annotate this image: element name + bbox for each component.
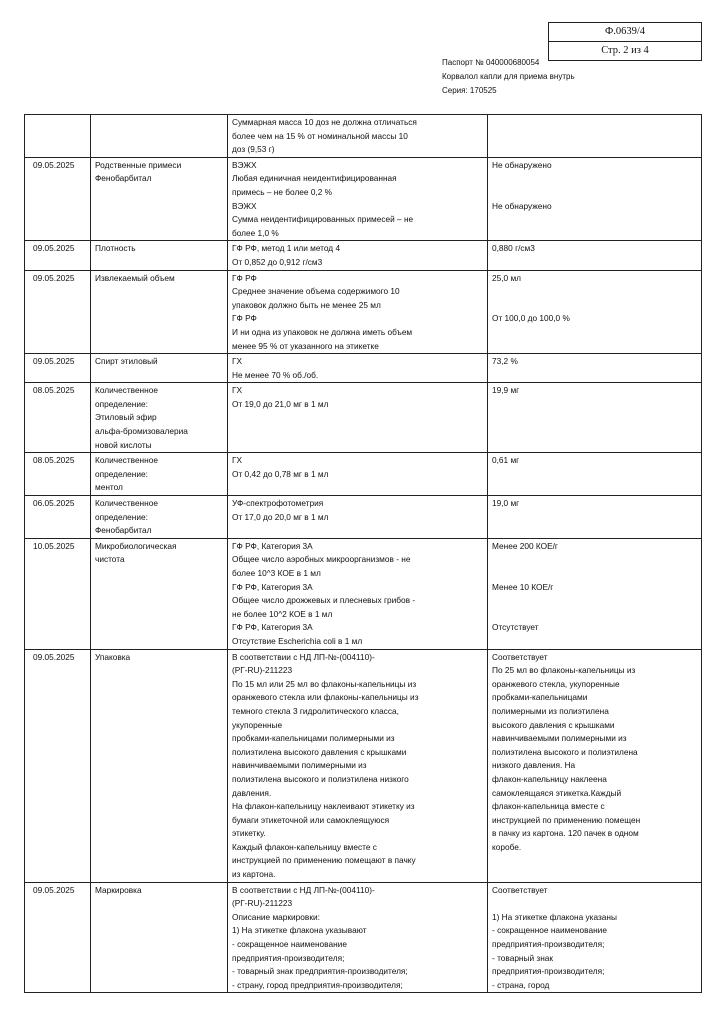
cell-date xyxy=(25,496,91,539)
passport-header xyxy=(442,56,575,98)
test-name-line: Этиловый эфир xyxy=(95,412,157,423)
result-line: флакон-капельница вместе с xyxy=(492,801,605,812)
method-line: В соответствии с НД ЛП-№-(004110)- xyxy=(232,651,375,662)
table-row xyxy=(25,270,702,354)
method-line: Суммарная масса 10 доз не должна отличаться xyxy=(232,117,417,127)
method-line: более чем на 15 % от номинальной массы 10 xyxy=(232,130,408,141)
cell-result xyxy=(488,157,702,241)
cell-test-name xyxy=(91,157,228,241)
result-line xyxy=(492,186,698,200)
method-line: От 19,0 до 21,0 мг в 1 мл xyxy=(232,398,329,409)
result-line: От 100,0 до 100,0 % xyxy=(492,313,570,324)
cell-method xyxy=(228,649,488,882)
series-number: Серия: 170525 xyxy=(442,86,497,95)
method-line: бумаги этикеточной или самоклеящуюся xyxy=(232,814,390,825)
cell-test-name xyxy=(91,241,228,270)
passport-number: Паспорт № 040000680054 xyxy=(442,58,540,67)
method-line: Отсутствие Escherichia coli в 1 мл xyxy=(232,635,363,646)
result-line: Соответствует xyxy=(492,651,548,662)
method-line: Каждый флакон-капельницу вместе с xyxy=(232,841,377,852)
cell-date xyxy=(25,383,91,453)
date-text: 08.05.2025 xyxy=(33,385,75,396)
test-name-line: определение: xyxy=(95,398,148,409)
cell-date xyxy=(25,270,91,354)
method-line: не более 10^2 КОЕ в 1 мл xyxy=(232,608,333,619)
cell-method xyxy=(228,157,488,241)
result-line xyxy=(492,594,698,608)
method-line: доз (9,53 г) xyxy=(232,144,275,155)
method-line: От 0,852 до 0,912 г/см3 xyxy=(232,256,323,267)
cell-method xyxy=(228,115,488,158)
method-line: Не менее 70 % об./об. xyxy=(232,369,319,380)
form-code: Ф.0639/4 xyxy=(604,26,646,37)
result-line: Не обнаружено xyxy=(492,200,552,211)
table-row xyxy=(25,157,702,241)
method-line: укупоренные xyxy=(232,719,283,730)
result-line: 25,0 мл xyxy=(492,272,521,283)
method-line: И ни одна из упаковок не должна иметь объем xyxy=(232,326,413,337)
method-line: ГХ xyxy=(232,356,243,367)
result-line: - страна, город xyxy=(492,979,550,990)
date-text: 10.05.2025 xyxy=(33,540,75,551)
table-row xyxy=(25,354,702,383)
cell-date xyxy=(25,453,91,496)
test-name-line: Родственные примеси xyxy=(95,159,182,170)
result-line: Менее 10 КОЕ/г xyxy=(492,581,554,592)
method-line: От 17,0 до 20,0 мг в 1 мл xyxy=(232,511,329,522)
page-counter: Стр. 2 из 4 xyxy=(549,41,701,60)
cell-method xyxy=(228,241,488,270)
test-name-line: Количественное xyxy=(95,498,158,509)
product-name: Корвалол капли для приема внутрь xyxy=(442,72,575,81)
test-results-table xyxy=(24,114,702,993)
result-line: оранжевого стекла, укупоренные xyxy=(492,678,620,689)
test-name-line: Маркировка xyxy=(95,884,142,895)
cell-result xyxy=(488,354,702,383)
method-line: предприятия-производителя; xyxy=(232,952,345,963)
method-line: навинчиваемыми полимерными из xyxy=(232,760,367,771)
test-name-line: Микробиологическая xyxy=(95,540,177,551)
method-line: (РГ-RU)-211223 xyxy=(232,665,293,676)
result-line: 73,2 % xyxy=(492,356,518,367)
method-line: По 15 мл или 25 мл во флаконы-капельницы из xyxy=(232,678,417,689)
result-line: высокого давления с крышками xyxy=(492,719,615,730)
date-text: 09.05.2025 xyxy=(33,884,75,895)
date-text: 06.05.2025 xyxy=(33,498,75,509)
method-line: давления. xyxy=(232,787,272,798)
method-line: Общее число аэробных микроорганизмов - не xyxy=(232,554,411,565)
cell-date xyxy=(25,157,91,241)
method-line: менее 95 % от указанного на этикетке xyxy=(232,340,379,351)
method-line: ГФ РФ, Категория 3А xyxy=(232,581,313,592)
table-body xyxy=(25,115,702,993)
method-line: ВЭЖХ xyxy=(232,200,257,211)
method-line: ГХ xyxy=(232,385,243,396)
method-line: ВЭЖХ xyxy=(232,159,257,170)
cell-test-name xyxy=(91,496,228,539)
method-line: пробками-капельницами полимерными из xyxy=(232,733,395,744)
method-line: (РГ-RU)-211223 xyxy=(232,898,293,909)
method-line: УФ-спектрофотометрия xyxy=(232,498,324,509)
method-line: оранжевого стекла или флаконы-капельницы из xyxy=(232,692,419,703)
result-line: Соответствует xyxy=(492,884,548,895)
result-line: 19,0 мг xyxy=(492,498,520,509)
table-row xyxy=(25,496,702,539)
cell-result xyxy=(488,649,702,882)
cell-date xyxy=(25,649,91,882)
cell-method xyxy=(228,538,488,649)
method-line: Сумма неидентифицированных примесей – не xyxy=(232,214,414,225)
test-name-line: Фенобарбитал xyxy=(95,173,152,184)
cell-method xyxy=(228,383,488,453)
table-row xyxy=(25,115,702,158)
method-line: упаковок должно быть не менее 25 мл xyxy=(232,299,381,310)
cell-result xyxy=(488,882,702,993)
cell-result xyxy=(488,496,702,539)
test-name-line: Извлекаемый объем xyxy=(95,272,175,283)
test-name-line: Спирт этиловый xyxy=(95,356,158,367)
cell-date xyxy=(25,115,91,158)
test-name-line: Количественное xyxy=(95,385,158,396)
method-line: более 10^3 КОЕ в 1 мл xyxy=(232,568,321,578)
cell-date xyxy=(25,538,91,649)
result-line: По 25 мл во флаконы-капельницы из xyxy=(492,665,636,676)
result-line: Отсутствует xyxy=(492,622,539,633)
result-line: - товарный знак xyxy=(492,952,554,963)
test-name-line: Количественное xyxy=(95,455,158,466)
test-name-line: Упаковка xyxy=(95,651,131,662)
test-name-line: альфа-бромизовалериа xyxy=(95,426,188,437)
result-line: Менее 200 КОЕ/г xyxy=(492,540,558,551)
result-line: 0,61 мг xyxy=(492,455,520,466)
method-line: Общее число дрожжевых и плесневых грибов - xyxy=(232,595,416,606)
table-row xyxy=(25,383,702,453)
cell-date xyxy=(25,354,91,383)
method-line: инструкцией по применению помещают в пачку xyxy=(232,855,416,866)
cell-method xyxy=(228,496,488,539)
result-line: в пачку из картона. 120 пачек в одном xyxy=(492,828,639,839)
cell-result xyxy=(488,453,702,496)
method-line: - сокращенное наименование xyxy=(232,939,347,950)
method-line: - товарный знак предприятия-производителя; xyxy=(232,966,408,977)
cell-result xyxy=(488,270,702,354)
table-row xyxy=(25,538,702,649)
cell-test-name xyxy=(91,383,228,453)
table-row xyxy=(25,453,702,496)
result-line: самоклеящаяся этикетка.Каждый xyxy=(492,787,622,798)
date-text: 09.05.2025 xyxy=(33,243,75,254)
cell-test-name xyxy=(91,649,228,882)
method-line: Среднее значение объема содержимого 10 xyxy=(232,286,400,297)
test-name-line: новой кислоты xyxy=(95,439,152,450)
result-line: полиэтилена высокого и полиэтилена xyxy=(492,746,638,757)
method-line: более 1,0 % xyxy=(232,227,279,238)
result-line: - сокращенное наименование xyxy=(492,925,607,936)
result-line: предприятия-производителя; xyxy=(492,966,605,977)
method-line: примесь – не более 0,2 % xyxy=(232,186,333,197)
result-line: полимерными из полиэтилена xyxy=(492,705,609,716)
test-name-line: ментол xyxy=(95,482,123,493)
cell-result xyxy=(488,115,702,158)
method-line: - страну, город предприятия-производителя; xyxy=(232,979,403,990)
method-line: ГФ РФ, Категория 3А xyxy=(232,540,313,551)
result-line xyxy=(492,172,698,186)
result-line: 1) На этикетке флакона указаны xyxy=(492,911,617,922)
method-line: Любая единичная неидентифицированная xyxy=(232,173,397,184)
cell-test-name xyxy=(91,538,228,649)
method-line: ГФ РФ, метод 1 или метод 4 xyxy=(232,243,341,254)
cell-test-name xyxy=(91,115,228,158)
result-line xyxy=(492,553,698,567)
result-line xyxy=(492,299,698,313)
date-text: 09.05.2025 xyxy=(33,272,75,283)
cell-result xyxy=(488,383,702,453)
method-line: От 0,42 до 0,78 мг в 1 мл xyxy=(232,468,329,479)
result-line: инструкцией по применению помещен xyxy=(492,814,641,825)
cell-test-name xyxy=(91,453,228,496)
cell-date xyxy=(25,882,91,993)
method-line: В соответствии с НД ЛП-№-(004110)- xyxy=(232,884,375,895)
method-line: 1) На этикетке флакона указывают xyxy=(232,925,367,936)
cell-test-name xyxy=(91,270,228,354)
method-line: ГХ xyxy=(232,455,243,466)
result-line xyxy=(492,567,698,581)
method-line: На флакон-капельницу наклеивают этикетку из xyxy=(232,801,415,812)
table-row xyxy=(25,882,702,993)
result-line: навинчиваемыми полимерными из xyxy=(492,733,627,744)
method-line: Описание маркировки: xyxy=(232,911,320,922)
cell-method xyxy=(228,453,488,496)
test-name-line: определение: xyxy=(95,468,148,479)
test-name-line: чистота xyxy=(95,554,125,565)
result-line: флакон-капельницу наклеена xyxy=(492,773,607,784)
result-line: Не обнаружено xyxy=(492,159,552,170)
test-name-line: Фенобарбитал xyxy=(95,525,152,536)
cell-test-name xyxy=(91,354,228,383)
date-text: 09.05.2025 xyxy=(33,651,75,662)
result-line: низкого давления. На xyxy=(492,760,576,771)
cell-test-name xyxy=(91,882,228,993)
method-line: полиэтилена высокого давления с крышками xyxy=(232,746,407,757)
result-line: предприятия-производителя; xyxy=(492,939,605,950)
result-line xyxy=(492,608,698,622)
test-name-line: Плотность xyxy=(95,243,136,254)
result-line: 0,880 г/см3 xyxy=(492,243,535,254)
result-line: 19,9 мг xyxy=(492,385,520,396)
result-line: пробками-капельницами xyxy=(492,692,588,703)
method-line: этикетку. xyxy=(232,828,266,839)
method-line: ГФ РФ, Категория 3А xyxy=(232,622,313,633)
cell-result xyxy=(488,538,702,649)
result-line xyxy=(492,285,698,299)
method-line: ГФ РФ xyxy=(232,313,257,324)
method-line: темного стекла 3 гидролитического класса, xyxy=(232,705,399,716)
date-text: 08.05.2025 xyxy=(33,455,75,466)
table-row xyxy=(25,241,702,270)
method-line: из картона. xyxy=(232,869,276,880)
table-row xyxy=(25,649,702,882)
cell-method xyxy=(228,882,488,993)
cell-method xyxy=(228,270,488,354)
method-line: ГФ РФ xyxy=(232,272,257,283)
cell-method xyxy=(228,354,488,383)
cell-result xyxy=(488,241,702,270)
test-name-line: определение: xyxy=(95,511,148,522)
cell-date xyxy=(25,241,91,270)
date-text: 09.05.2025 xyxy=(33,356,75,367)
result-line xyxy=(492,897,698,911)
method-line: полиэтилена высокого и полиэтилена низкого xyxy=(232,773,409,784)
date-text: 09.05.2025 xyxy=(33,159,75,170)
result-line: коробе. xyxy=(492,841,522,852)
